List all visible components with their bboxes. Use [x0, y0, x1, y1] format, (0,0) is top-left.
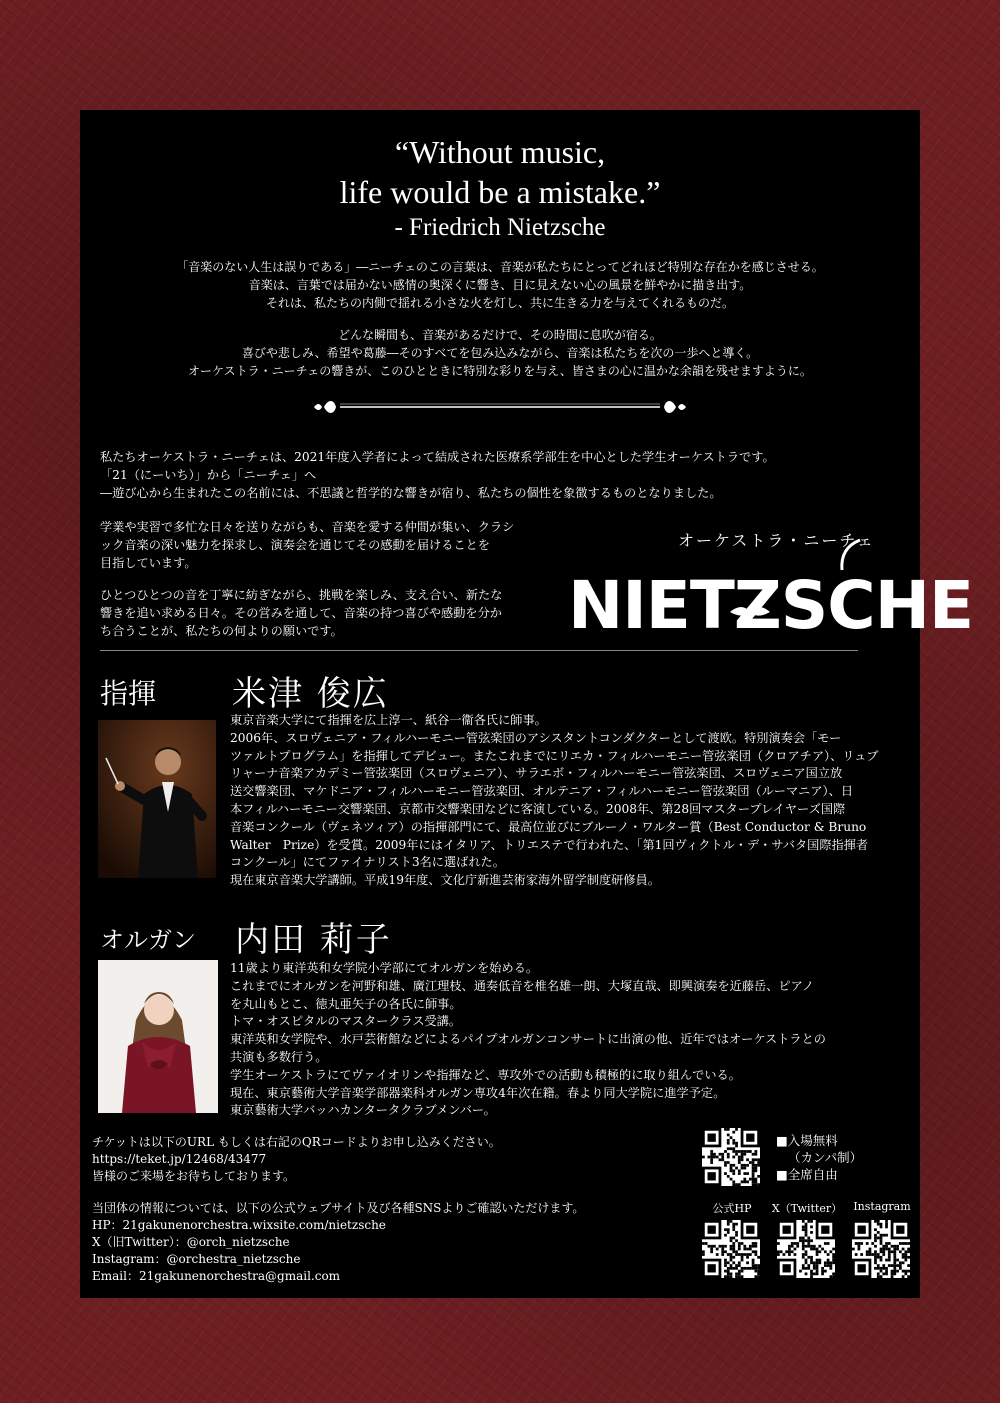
bio-line: 送交響楽団、マケドニア・フィルハーモニー管弦楽団、オルテニア・フィルハーモニー管弦楽団（ルーマニア）、日	[230, 784, 854, 799]
intro-line: 喜びや悲しみ、希望や葛藤―そのすべてを包み込みながら、音楽は私たちを次の一歩へと導く。	[241, 346, 759, 360]
about-paragraphs	[100, 518, 550, 654]
qr-label-hp: 公式HP	[712, 1202, 752, 1215]
about-paragraph-2	[100, 518, 550, 572]
intro-line: 「音楽のない人生は誤りである」―ニーチェのこの言葉は、音楽が私たちにとってどれほど特別な存在かを感じさせる。	[176, 260, 824, 274]
intro-paragraph-2	[100, 326, 900, 380]
website-link[interactable]: HP：21gakunenorchestra.wixsite.com/nietzsche	[92, 1218, 386, 1232]
about-line: 響きを追い求める日々。その営みを通して、音楽の持つ喜びや感動を分か	[100, 606, 502, 620]
about-line: ―遊び心から生まれたこの名前には、不思議と哲学的な響きが宿り、私たちの個性を象徴するものとなりました。	[100, 486, 722, 500]
ticket-line: チケットは以下のURL もしくは右記のQRコードよりお申し込みください。	[92, 1135, 501, 1149]
admission-line: ■全席自由	[776, 1167, 838, 1182]
intro-line: どんな瞬間も、音楽があるだけで、その時間に息吹が宿る。	[338, 328, 662, 342]
conductor-photo	[98, 720, 216, 878]
bio-line: これまでにオルガンを河野和雄、廣江理枝、通奏低音を椎名雄一朗、大塚直哉、即興演奏を近藤岳、ピアノ	[230, 978, 815, 993]
about-line: ック音楽の深い魅力を探求し、演奏会を通じてその感動を届けることを	[100, 538, 490, 552]
about-line: 私たちオーケストラ・ニーチェは、2021年度入学者によって結成された医療系学部生を中心とした学生オーケストラです。	[100, 450, 775, 464]
admission-line: （カンパ制）	[788, 1150, 863, 1165]
bio-line: 共演も多数行う。	[230, 1049, 328, 1064]
about-line: ひとつひとつの音を丁寧に紡ぎながら、挑戦を楽しみ、支え合い、新たな	[100, 588, 503, 602]
bio-line: 現在東京音楽大学講師。平成19年度、文化庁新進芸術家海外留学制度研修員。	[230, 873, 660, 888]
instagram-link[interactable]: Instagram：@orchestra_nietzsche	[92, 1252, 301, 1266]
organist-photo	[98, 960, 218, 1113]
bio-line: 音楽コンクール（ヴェネツィア）の指揮部門にて、最高位並びにブルーノ・ワルター賞（Best Conductor & Bruno	[230, 819, 867, 834]
bio-line: 東洋英和女学院や、水戸芸術館などによるパイプオルガンコンサートに出演の他、近年ではオーケストラとの	[230, 1032, 826, 1047]
about-line: ち合うことが、私たちの何よりの願いです。	[100, 624, 343, 638]
contact-line: 当団体の情報については、以下の公式ウェブサイト及び各種SNSよりご確認いただけます。	[92, 1201, 585, 1215]
contact-info	[92, 1200, 692, 1285]
organist-name: 内田 莉子	[235, 920, 392, 960]
intro-paragraph-1	[100, 258, 900, 312]
bio-line: 東京音楽大学にて指揮を広上淳一、紙谷一衞各氏に師事。	[230, 713, 547, 727]
bio-line: 2006年、スロヴェニア・フィルハーモニー管弦楽団のアシスタントコンダクターとして渡欧。特別演奏会「モー	[230, 730, 842, 745]
about-paragraph-1	[100, 448, 860, 502]
bio-line: ツァルトプログラム」を指揮してデビュー。またこれまでにリエカ・フィルハーモニー管弦楽団（クロアチア）、リュブ	[230, 748, 879, 763]
twitter-qr-code[interactable]	[777, 1220, 835, 1278]
bio-line: を丸山もとこ、徳丸亜矢子の各氏に師事。	[230, 996, 462, 1011]
about-line: 学業や実習で多忙な日々を送りながらも、音楽を愛する仲間が集い、クラシ	[100, 520, 515, 534]
flyer-panel	[80, 110, 974, 1298]
logo-kana: オーケストラ・ニーチェ	[678, 531, 875, 550]
quote-line-2: life would be a mistake.”	[339, 174, 661, 210]
admission-line: ■入場無料	[776, 1133, 838, 1148]
bio-line: 本フィルハーモニー交響楽団、京都市交響楽団などに客演している。2008年、第28回マスタープレイヤーズ国際	[230, 801, 846, 816]
bio-line: Walter Prize）を受賞。2009年にはイタリア、トリエステで行われた、「第1回ヴィクトル・デ・サバタ国際指揮者	[230, 837, 869, 852]
organist-role: オルガン	[100, 926, 196, 954]
website-qr-code[interactable]	[702, 1220, 760, 1278]
quote-author: - Friedrich Nietzsche	[394, 214, 606, 241]
ticket-url-link[interactable]: https://teket.jp/12468/43477	[92, 1152, 267, 1166]
conductor-bio	[230, 712, 902, 890]
bio-line: コンクール」にてファイナリスト3名に選ばれた。	[230, 855, 505, 870]
about-line: 目指しています。	[100, 556, 197, 570]
twitter-link[interactable]: X（旧Twitter）：@orch_nietzsche	[92, 1235, 290, 1249]
ticket-info	[92, 1134, 692, 1185]
section-divider	[100, 650, 858, 651]
quote	[80, 132, 920, 212]
qr-label-instagram: Instagram	[853, 1200, 911, 1213]
qr-label-x: X（Twitter）	[771, 1202, 843, 1215]
intro-line: それは、私たちの内側で揺れる小さな火を灯し、共に生きる力を与えてくれるものだ。	[265, 296, 734, 310]
quote-line-1: “Without music,	[394, 134, 606, 170]
ticket-line: 皆様のご来場をお待ちしております。	[92, 1169, 296, 1183]
logo-word: NIETZSCHE	[568, 567, 974, 644]
orchestra-logo	[560, 520, 974, 644]
bio-line: トマ・オスピタルのマスタークラス受講。	[230, 1014, 462, 1029]
bio-line: リャーナ音楽アカデミー管弦楽団（スロヴェニア）、サラエボ・フィルハーモニー管弦楽団、スロヴェニア国立放	[230, 766, 843, 781]
intro-line: 音楽は、言葉では届かない感情の奥深くに響き、目に見えない心の風景を鮮やかに描き出す。	[248, 278, 752, 292]
about-line: 「21（にーいち）」から「ニーチェ」へ	[100, 468, 317, 482]
admission-notes	[776, 1132, 862, 1183]
instagram-qr-code[interactable]	[852, 1220, 910, 1278]
bio-line: 学生オーケストラにてヴァイオリンや指揮など、専攻外での活動も積極的に取り組んでいる。	[230, 1067, 741, 1082]
bio-line: 現在、東京藝術大学音楽学部器楽科オルガン専攻4年次在籍。春より同大学院に進学予定。	[230, 1085, 726, 1100]
intro-text	[100, 258, 900, 394]
conductor-role: 指揮	[100, 677, 157, 710]
about-paragraph-3	[100, 586, 550, 640]
organist-bio	[230, 960, 902, 1120]
bio-line: 11歳より東洋英和女学院小学部にてオルガンを始める。	[230, 961, 539, 975]
conductor-name: 米津 俊広	[232, 674, 389, 714]
bio-line: 東京藝術大学バッハカンタータクラブメンバー。	[230, 1103, 496, 1118]
email-link[interactable]: Email：21gakunenorchestra@gmail.com	[92, 1269, 341, 1283]
intro-line: オーケストラ・ニーチェの響きが、このひとときに特別な彩りを与え、皆さまの心に温かな余韻を残せますように。	[188, 364, 812, 378]
ornament-divider	[310, 395, 690, 419]
ticket-qr-code[interactable]	[702, 1128, 760, 1186]
